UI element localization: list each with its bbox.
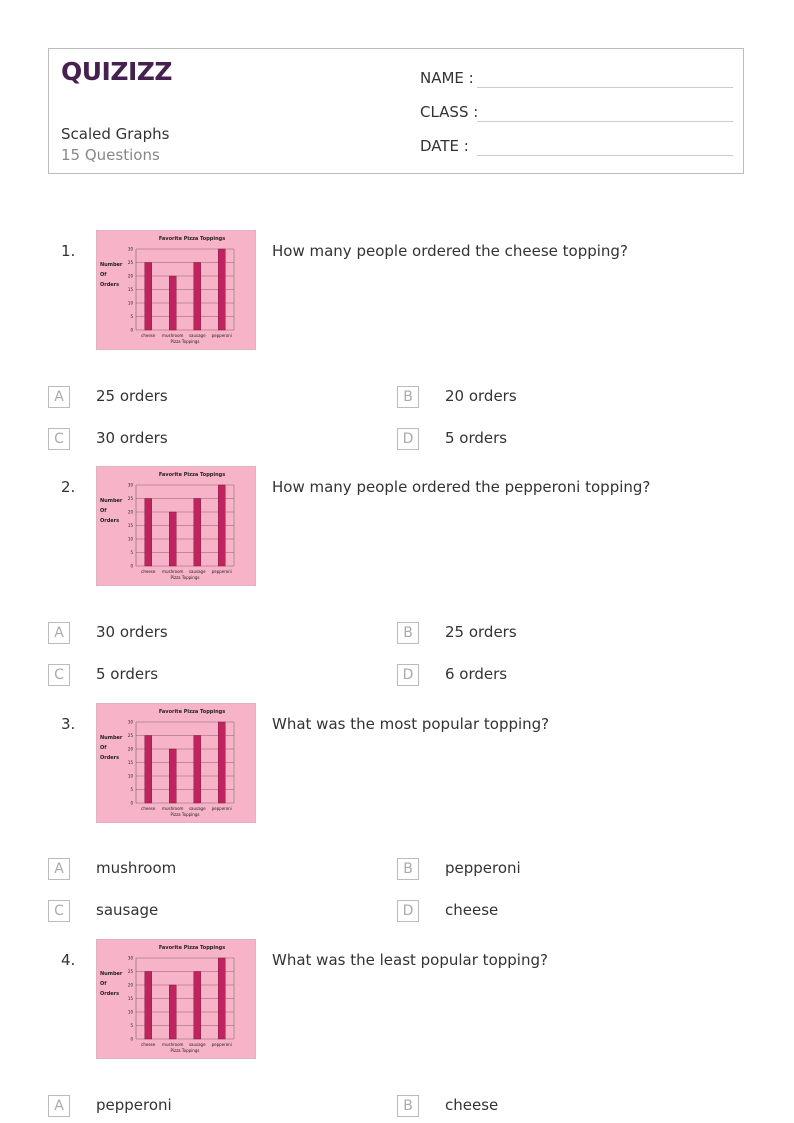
bar-chart	[96, 703, 256, 823]
bar-chart	[96, 466, 256, 586]
bar-mushroom	[169, 985, 176, 1039]
option-text: cheese	[445, 901, 499, 919]
option-letter: B	[397, 1095, 419, 1117]
option-letter: B	[397, 858, 419, 880]
option-b[interactable]	[397, 858, 717, 882]
option-b[interactable]	[397, 622, 717, 646]
y-axis-label: Orders	[100, 755, 120, 761]
y-tick-label: 5	[130, 1023, 133, 1028]
x-tick-label: mushroom	[162, 806, 184, 811]
option-text: 25 orders	[96, 387, 168, 405]
option-text: 30 orders	[96, 623, 168, 641]
y-axis-label: Orders	[100, 282, 120, 288]
x-tick-label: cheese	[141, 806, 156, 811]
chart-title: Favorite Pizza Toppings	[158, 236, 226, 242]
option-text: 6 orders	[445, 665, 508, 683]
option-text: 5 orders	[445, 429, 508, 447]
option-text: 25 orders	[445, 623, 517, 641]
option-letter: A	[48, 622, 70, 644]
x-tick-label: mushroom	[162, 333, 184, 338]
option-letter: D	[397, 664, 419, 686]
y-tick-label: 30	[127, 246, 133, 252]
chart-title: Favorite Pizza Toppings	[158, 709, 226, 715]
option-d[interactable]	[397, 428, 717, 452]
question-3	[0, 709, 794, 951]
chart-title: Favorite Pizza Toppings	[158, 472, 226, 478]
name-field[interactable]	[420, 69, 474, 87]
x-axis-label: Pizza Toppings	[170, 339, 200, 344]
bar-cheese	[145, 263, 152, 331]
option-text: 30 orders	[96, 429, 168, 447]
date-line	[477, 155, 733, 156]
question-text: How many people ordered the cheese topping?	[272, 242, 628, 260]
y-axis-label: Of	[100, 745, 107, 751]
name-label: NAME :	[420, 69, 474, 87]
y-tick-label: 20	[127, 509, 133, 515]
y-tick-label: 10	[127, 300, 133, 306]
option-letter: B	[397, 386, 419, 408]
question-number: 2.	[61, 478, 76, 496]
option-letter: A	[48, 386, 70, 408]
option-d[interactable]	[397, 900, 717, 924]
option-c[interactable]	[48, 664, 368, 688]
y-tick-label: 15	[127, 996, 133, 1001]
x-axis-label: Pizza Toppings	[170, 812, 200, 817]
y-tick-label: 10	[127, 536, 133, 542]
y-tick-label: 25	[127, 733, 133, 738]
option-b[interactable]	[397, 386, 717, 410]
y-tick-label: 0	[130, 1036, 133, 1042]
bar-pepperoni	[218, 485, 225, 566]
question-number: 1.	[61, 242, 76, 260]
question-number: 4.	[61, 951, 76, 969]
y-tick-label: 15	[127, 523, 133, 528]
y-axis-label: Number	[100, 735, 123, 741]
option-a[interactable]	[48, 386, 368, 410]
option-a[interactable]	[48, 622, 368, 646]
y-tick-label: 5	[130, 550, 133, 555]
option-c[interactable]	[48, 428, 368, 452]
option-letter: A	[48, 858, 70, 880]
class-line	[477, 121, 733, 122]
class-field[interactable]	[420, 103, 478, 121]
bar-mushroom	[169, 512, 176, 566]
bar-mushroom	[169, 276, 176, 330]
y-tick-label: 25	[127, 260, 133, 265]
option-d[interactable]	[397, 664, 717, 688]
y-tick-label: 5	[130, 787, 133, 792]
bar-sausage	[194, 263, 201, 331]
option-letter: D	[397, 900, 419, 922]
y-tick-label: 10	[127, 773, 133, 779]
x-tick-label: pepperoni	[211, 806, 232, 811]
option-a[interactable]	[48, 858, 368, 882]
question-text: How many people ordered the pepperoni topping?	[272, 478, 651, 496]
y-tick-label: 10	[127, 1009, 133, 1015]
y-tick-label: 0	[130, 327, 133, 333]
y-tick-label: 30	[127, 482, 133, 488]
x-tick-label: pepperoni	[211, 1042, 232, 1047]
bar-sausage	[194, 499, 201, 567]
y-tick-label: 25	[127, 969, 133, 974]
bar-cheese	[145, 972, 152, 1040]
option-a[interactable]	[48, 1095, 368, 1119]
name-line	[477, 87, 733, 88]
worksheet-header	[48, 48, 744, 174]
x-tick-label: cheese	[141, 333, 156, 338]
x-axis-label: Pizza Toppings	[170, 575, 200, 580]
y-tick-label: 20	[127, 273, 133, 279]
y-axis-label: Of	[100, 981, 107, 987]
worksheet-title: Scaled Graphs	[61, 125, 170, 143]
question-4	[0, 945, 794, 1123]
bar-chart	[96, 939, 256, 1059]
question-number: 3.	[61, 715, 76, 733]
question-text: What was the least popular topping?	[272, 951, 548, 969]
question-1	[0, 236, 794, 478]
option-c[interactable]	[48, 900, 368, 924]
bar-pepperoni	[218, 958, 225, 1039]
date-field[interactable]	[420, 137, 469, 155]
option-text: cheese	[445, 1096, 499, 1114]
option-letter: D	[397, 428, 419, 450]
bar-mushroom	[169, 749, 176, 803]
y-axis-label: Number	[100, 971, 123, 977]
quizizz-logo: QUIZIZZ	[61, 57, 173, 86]
bar-pepperoni	[218, 249, 225, 330]
y-axis-label: Of	[100, 272, 107, 278]
option-text: 5 orders	[96, 665, 159, 683]
x-tick-label: sausage	[188, 806, 206, 811]
option-letter: C	[48, 664, 70, 686]
x-axis-label: Pizza Toppings	[170, 1048, 200, 1053]
x-tick-label: sausage	[188, 569, 206, 574]
y-tick-label: 15	[127, 287, 133, 292]
bar-pepperoni	[218, 722, 225, 803]
option-letter: A	[48, 1095, 70, 1117]
x-tick-label: sausage	[188, 1042, 206, 1047]
bar-chart	[96, 230, 256, 350]
y-axis-label: Number	[100, 498, 123, 504]
option-text: mushroom	[96, 859, 177, 877]
date-label: DATE :	[420, 137, 469, 155]
question-2	[0, 472, 794, 714]
y-tick-label: 15	[127, 760, 133, 765]
x-tick-label: pepperoni	[211, 569, 232, 574]
bar-sausage	[194, 972, 201, 1040]
y-tick-label: 30	[127, 719, 133, 725]
x-tick-label: pepperoni	[211, 333, 232, 338]
x-tick-label: sausage	[188, 333, 206, 338]
y-tick-label: 20	[127, 982, 133, 988]
option-text: pepperoni	[445, 859, 521, 877]
option-letter: C	[48, 428, 70, 450]
question-text: What was the most popular topping?	[272, 715, 550, 733]
x-tick-label: mushroom	[162, 569, 184, 574]
option-text: sausage	[96, 901, 159, 919]
y-tick-label: 0	[130, 563, 133, 569]
option-letter: B	[397, 622, 419, 644]
y-axis-label: Of	[100, 508, 107, 514]
y-tick-label: 5	[130, 314, 133, 319]
y-axis-label: Orders	[100, 518, 120, 524]
option-text: 20 orders	[445, 387, 517, 405]
y-tick-label: 25	[127, 496, 133, 501]
option-letter: C	[48, 900, 70, 922]
x-tick-label: mushroom	[162, 1042, 184, 1047]
option-text: pepperoni	[96, 1096, 172, 1114]
bar-sausage	[194, 736, 201, 804]
y-tick-label: 20	[127, 746, 133, 752]
y-tick-label: 0	[130, 800, 133, 806]
y-axis-label: Orders	[100, 991, 120, 997]
question-count: 15 Questions	[61, 146, 160, 164]
chart-title: Favorite Pizza Toppings	[158, 945, 226, 951]
y-axis-label: Number	[100, 262, 123, 268]
bar-cheese	[145, 499, 152, 567]
option-b[interactable]	[397, 1095, 717, 1119]
x-tick-label: cheese	[141, 569, 156, 574]
class-label: CLASS :	[420, 103, 479, 121]
y-tick-label: 30	[127, 955, 133, 961]
x-tick-label: cheese	[141, 1042, 156, 1047]
bar-cheese	[145, 736, 152, 804]
